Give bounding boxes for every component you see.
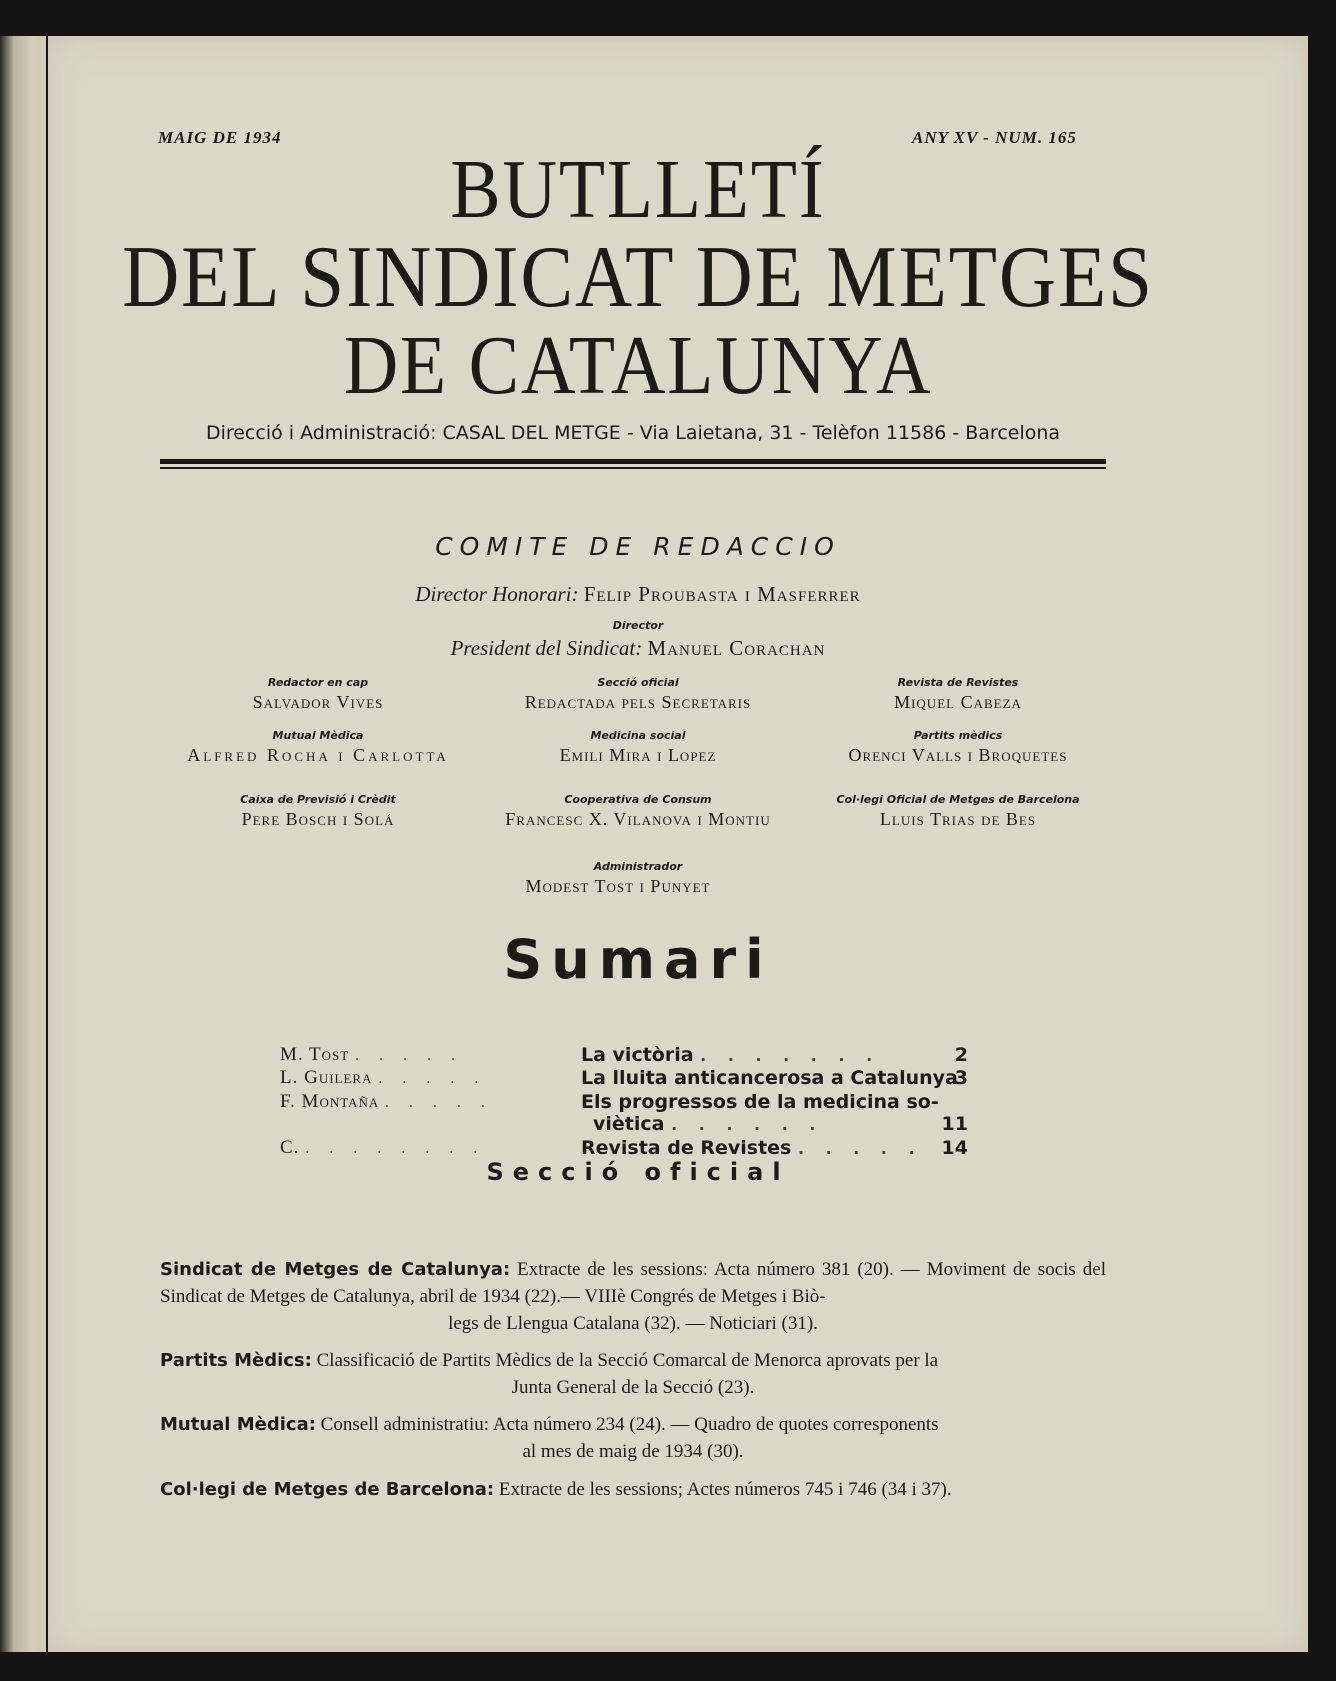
toc-page: 11 [941, 1113, 968, 1135]
toc-title: La victòria . . . . . . . [581, 1044, 881, 1066]
toc-author: F. Montaña . . . . . [280, 1091, 494, 1112]
masthead-line-1: BUTLLETÍ [450, 143, 826, 236]
entry-continuation: Junta General de la Secció (23). [511, 1377, 755, 1398]
toc-title: Revista de Revistes . . . . . [581, 1137, 923, 1159]
toc-title: La lluita anticancerosa a Catalunya [581, 1067, 958, 1089]
entry-text: Extracte de les sessions; Actes números 745 i 746 (34 i 37). [498, 1479, 952, 1500]
issue-date: MAIG DE 1934 [158, 128, 282, 147]
member-role: Col·legi Oficial de Metges de Barcelona [836, 793, 1080, 806]
entry-lead: Col·legi de Metges de Barcelona: [160, 1479, 495, 1500]
binding-edge [0, 36, 46, 1652]
toc-author: L. Guilera . . . . . [280, 1067, 487, 1088]
member-role: Caixa de Previsió i Crèdit [240, 793, 396, 806]
summary-heading: Sumari [503, 928, 773, 991]
entry-text: Classificació de Partits Mèdics de la Secció Comarcal de Menorca aprovats per la [316, 1350, 939, 1371]
toc-title-continued: viètica . . . . . . [593, 1113, 824, 1135]
address-line: Direcció i Administració: CASAL DEL METGE - Via Laietana, 31 - Telèfon 11586 - Barcelona [205, 422, 1061, 444]
member-name: Lluis Trias de Bes [879, 809, 1037, 829]
director-label: Director [612, 619, 664, 632]
entry-text: Extracte de les sessions: Acta número 381 (20). — Moviment de socis del Sindicat de Metges de Catalunya, abril de 1934 (22).— VIIIè Congrés de Metges i Biò- [160, 1259, 1107, 1307]
official-section-heading: Secció oficial [486, 1158, 790, 1186]
issue-number: ANY XV - NUM. 165 [912, 128, 1077, 147]
official-entry [160, 1411, 1106, 1465]
toc-author: M. Tost . . . . . [280, 1044, 463, 1065]
member-name: Alfred Rocha i Carlotta [187, 745, 449, 765]
member-name: Orenci Valls i Broquetes [848, 745, 1068, 765]
entry-continuation: legs de Llengua Catalana (32). — Noticiari (31). [448, 1313, 818, 1334]
member-role: Partits mèdics [913, 729, 1003, 742]
header-rule-thick [160, 459, 1106, 464]
member-name: Pere Bosch i Solá [241, 809, 395, 829]
president-name: Manuel Corachan [647, 636, 826, 660]
toc-page: 2 [954, 1044, 968, 1066]
honorary-director [248, 582, 1028, 607]
toc-title: Els progressos de la medicina so- [581, 1091, 939, 1113]
member-role: Mutual Mèdica [272, 729, 364, 742]
honorary-director-label: Director Honorari: [415, 582, 579, 606]
president [248, 636, 1028, 661]
header-rule-thin [160, 467, 1106, 469]
honorary-director-name: Felip Proubasta i Masferrer [583, 582, 861, 606]
masthead-line-2: DEL SINDICAT DE METGES [122, 229, 1154, 326]
committee-heading: COMITE DE REDACCIO [435, 532, 841, 561]
official-entry [160, 1256, 1106, 1337]
member-name: Emili Mira i Lopez [559, 745, 717, 765]
member-role: Medicina social [590, 729, 686, 742]
member-name: Francesc X. Vilanova i Montiu [505, 809, 771, 829]
official-entry [160, 1347, 1106, 1401]
member-name: Salvador Vives [252, 692, 384, 712]
member-role: Revista de Revistes [897, 676, 1019, 689]
masthead-line-3: DE CATALUNYA [343, 319, 933, 412]
official-entry [160, 1476, 1106, 1503]
entry-lead: Sindicat de Metges de Catalunya: [160, 1259, 511, 1280]
entry-lead: Partits Mèdics: [160, 1350, 312, 1371]
toc-author: C. . . . . . . . . [280, 1137, 486, 1158]
member-role: Cooperativa de Consum [564, 793, 712, 806]
toc-page: 14 [941, 1137, 968, 1159]
toc-page: 3 [954, 1067, 968, 1089]
entry-text: Consell administratiu: Acta número 234 (24). — Quadro de quotes corresponents [320, 1414, 939, 1435]
document-page [48, 36, 1308, 1652]
administrator-name: Modest Tost i Punyet [525, 876, 711, 896]
administrator-label: Administrador [593, 860, 683, 873]
president-label: President del Sindicat: [450, 636, 643, 660]
entry-lead: Mutual Mèdica: [160, 1414, 316, 1435]
entry-continuation: al mes de maig de 1934 (30). [522, 1441, 744, 1462]
member-name: Miquel Cabeza [894, 692, 1022, 712]
member-name: Redactada pels Secretaris [524, 692, 752, 712]
member-role: Secció oficial [597, 676, 679, 689]
member-role: Redactor en cap [267, 676, 369, 689]
